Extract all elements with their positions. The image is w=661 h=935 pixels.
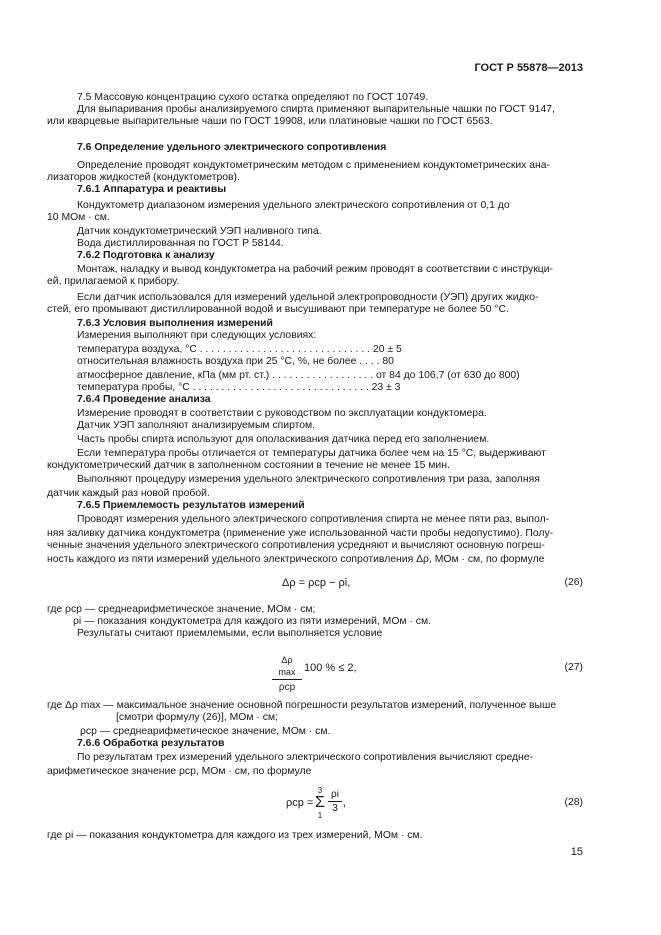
subsection-title: 7.6.3 Условия выполнения измерений [77, 318, 273, 329]
paragraph: Определение проводят кондуктометрическим методом с применением кондуктометрических ана- [77, 160, 551, 171]
condition-line: температура воздуха, °С . . . . . . . . . . . . . . . . . . . . . . . . . . . . . . 20 ± 5 [77, 344, 402, 355]
paragraph: стей, его промывают дистиллированной водой и высушивают при температуре не более 50 °С. [47, 304, 509, 315]
paragraph: датчик каждый раз новой пробой. [47, 488, 210, 499]
paragraph: арифметическое значение ρср, МОм · см, по формуле [47, 766, 312, 777]
where-clause: где ρср — среднеарифметическое значение, МОм · см; [47, 604, 316, 615]
formula-28-comma: , [343, 797, 347, 809]
paragraph: Выполняют процедуру измерения удельного электрического сопротивления три раза, заполняя [77, 474, 540, 485]
condition-line: температура пробы, °С . . . . . . . . . . . . . . . . . . . . . . . . . . . . . . . 23 ± 3 [77, 382, 401, 393]
paragraph: Монтаж, наладку и вывод кондуктометра на рабочий режим проводят в соответствии с инструкци- [77, 264, 554, 275]
paragraph: или кварцевые выпарительные чаши по ГОСТ 19908, или платиновые чашки по ГОСТ 6563. [47, 116, 493, 127]
formula-28-lhs: ρср = [286, 797, 314, 809]
paragraph: Часть пробы спирта используют для ополаскивания датчика перед его заполнением. [77, 434, 490, 445]
section-title: 7.6 Определение удельного электрического сопротивления [77, 142, 387, 153]
paragraph: Проводят измерения удельного электрического сопротивления спирта не менее пяти раз, выпол- [77, 514, 550, 525]
where-clause: ρср — среднеарифметическое значение, МОм · см. [80, 726, 331, 737]
paragraph: лизаторов жидкостей (кондуктометров). [47, 172, 240, 183]
formula-number: (26) [564, 577, 583, 588]
formula-number: (27) [564, 662, 583, 673]
paragraph: Если датчик использовался для измерений удельной электропроводности (УЭП) других жидко- [77, 292, 539, 303]
paragraph: Вода дистиллированная по ГОСТ Р 58144. [77, 238, 284, 249]
fraction-bar [272, 679, 302, 680]
fraction-bar [328, 801, 342, 802]
paragraph: Результаты считают приемлемыми, если выполняется условие [77, 628, 383, 639]
subsection-title: 7.6.5 Приемлемость результатов измерений [77, 500, 305, 511]
fraction-denominator: ρср [278, 681, 296, 693]
paragraph: Для выпаривания пробы анализируемого спирта применяют выпарительные чашки по ГОСТ 9147, [77, 104, 555, 115]
sum-upper-limit: 3 [317, 786, 323, 795]
fraction-numerator: Δρ max [278, 655, 296, 678]
condition-line: атмосферное давление, кПа (мм рт. ст.) . . . . . . . . . . . . . . . . . . от 84 до 106,7 (от 630 до 800) [77, 370, 520, 381]
subsection-title: 7.6.6 Обработка результатов [77, 738, 225, 749]
paragraph: Датчик УЭП заполняют анализируемым спиртом. [77, 420, 316, 431]
summation-sign [314, 786, 326, 820]
sum-lower-limit: 1 [317, 811, 323, 820]
paragraph: кондуктометрический датчик в заполненном состоянии в течение не менее 15 мин. [47, 460, 450, 471]
formula-27-rest: 100 % ≤ 2, [304, 662, 357, 674]
paragraph: Кондуктометр диапазоном измерения удельного электрического сопротивления от 0,1 до [77, 200, 510, 211]
subsection-title: 7.6.4 Проведение анализа [77, 394, 211, 405]
paragraph: ей, прилагаемой к прибору. [47, 276, 180, 287]
paragraph: Измерения выполняют при следующих условиях: [77, 330, 317, 341]
condition-line: относительная влажность воздуха при 25 °С, %, не более . . . . 80 [77, 356, 394, 367]
formula-27-fraction [272, 654, 302, 694]
fraction-denominator: 3 [332, 803, 338, 815]
where-clause: где Δρ max — максимальное значение основной погрешности результатов измерений, полученное выше [47, 700, 557, 711]
paragraph: няя заливку датчика кондуктометра (применение уже использованной части пробы недопустимо). Полу- [47, 528, 554, 539]
formula-number: (28) [564, 797, 583, 808]
paragraph: ченные значения удельного электрического сопротивления усредняют и вычисляют основную погреш- [47, 540, 545, 551]
paragraph: 7.5 Массовую концентрацию сухого остатка определяют по ГОСТ 10749. [77, 92, 429, 103]
paragraph: 10 МОм · см. [47, 212, 110, 223]
subsection-title: 7.6.1 Аппаратура и реактивы [77, 184, 227, 195]
paragraph: ность каждого из пяти измерений удельного электрического сопротивления Δρ, МОм · см, по формуле [47, 554, 545, 565]
subsection-title: 7.6.2 Подготовка к анализу [77, 250, 215, 261]
document-header: ГОСТ Р 55878—2013 [474, 62, 583, 74]
formula-26: Δρ = ρср − ρi, [282, 577, 351, 589]
formula-28-fraction [328, 789, 342, 816]
fraction-numerator: ρi [331, 789, 339, 800]
page-number: 15 [570, 846, 583, 858]
paragraph: Датчик кондуктометрический УЭП наливного типа. [77, 226, 322, 237]
where-clause: где ρi — показания кондуктометра для каждого из трех измерений, МОм · см. [47, 830, 423, 841]
where-clause: [смотри формулу (26)], МОм · см; [116, 712, 278, 723]
paragraph: Измерение проводят в соответствии с руководством по эксплуатации кондуктомера. [77, 408, 487, 419]
where-clause: ρi — показания кондуктометра для каждого из пяти измерений, МОм · см. [73, 616, 432, 627]
sigma-icon: Σ [315, 794, 325, 811]
paragraph: По результатам трех измерений удельного электрического сопротивления вычисляют средне- [77, 752, 534, 763]
paragraph: Если температура пробы отличается от температуры датчика более чем на 15 °С, выдерживают [77, 448, 546, 459]
